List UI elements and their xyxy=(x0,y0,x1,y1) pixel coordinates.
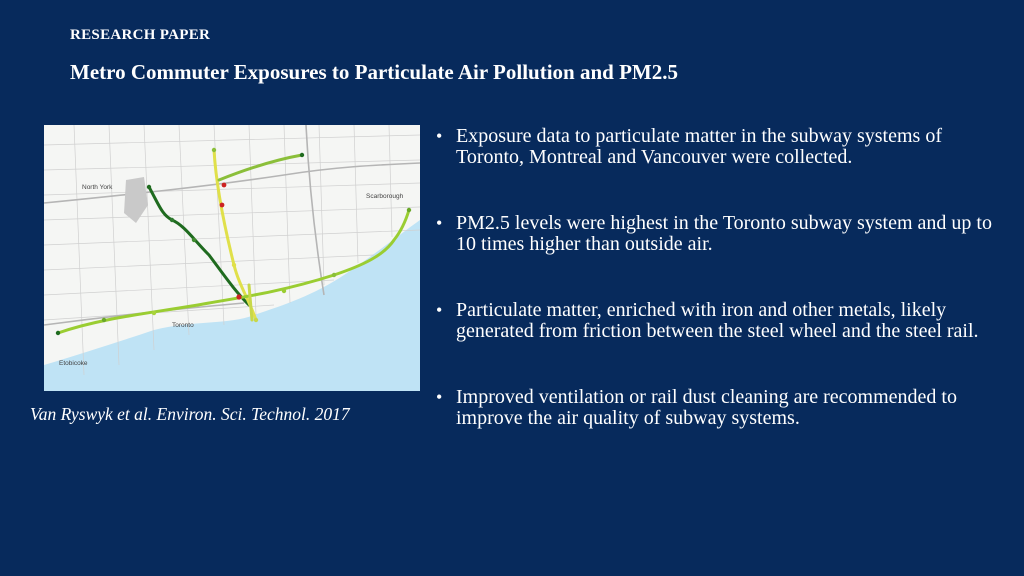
map-label-north-york: North York xyxy=(82,184,113,191)
bullet-text: Particulate matter, enriched with iron and other metals, likely generated from friction between the steel wheel and the steel rail. xyxy=(456,299,979,342)
slide-title: Metro Commuter Exposures to Particulate Air Pollution and PM2.5 xyxy=(70,60,678,84)
bullet-item xyxy=(436,300,1011,342)
bullet-item xyxy=(436,213,1011,255)
downsview-area xyxy=(124,177,148,223)
bullet-dot-icon: • xyxy=(436,126,443,146)
bullet-list xyxy=(436,126,1011,474)
bullet-dot-icon: • xyxy=(436,300,443,320)
map-label-toronto: Toronto xyxy=(172,322,194,329)
map-label-etobicoke: Etobicoke xyxy=(59,360,88,367)
bullet-item xyxy=(436,387,1011,429)
slide-eyebrow: RESEARCH PAPER xyxy=(70,27,211,43)
toronto-subway-map xyxy=(44,125,420,391)
bullet-text: Exposure data to particulate matter in the subway systems of Toronto, Montreal and Vancouver were collected. xyxy=(456,125,942,168)
bullet-dot-icon: • xyxy=(436,213,443,233)
figure-caption: Van Ryswyk et al. Environ. Sci. Technol. 2017 xyxy=(30,404,350,424)
bullet-item xyxy=(436,126,1011,168)
bullet-dot-icon: • xyxy=(436,387,443,407)
map-graphic xyxy=(44,125,420,391)
map-label-scarborough: Scarborough xyxy=(366,193,404,200)
bullet-text: PM2.5 levels were highest in the Toronto subway system and up to 10 times higher than outside air. xyxy=(456,212,992,255)
lake-ontario xyxy=(44,220,420,391)
bullet-text: Improved ventilation or rail dust cleaning are recommended to improve the air quality of subway systems. xyxy=(456,386,957,429)
